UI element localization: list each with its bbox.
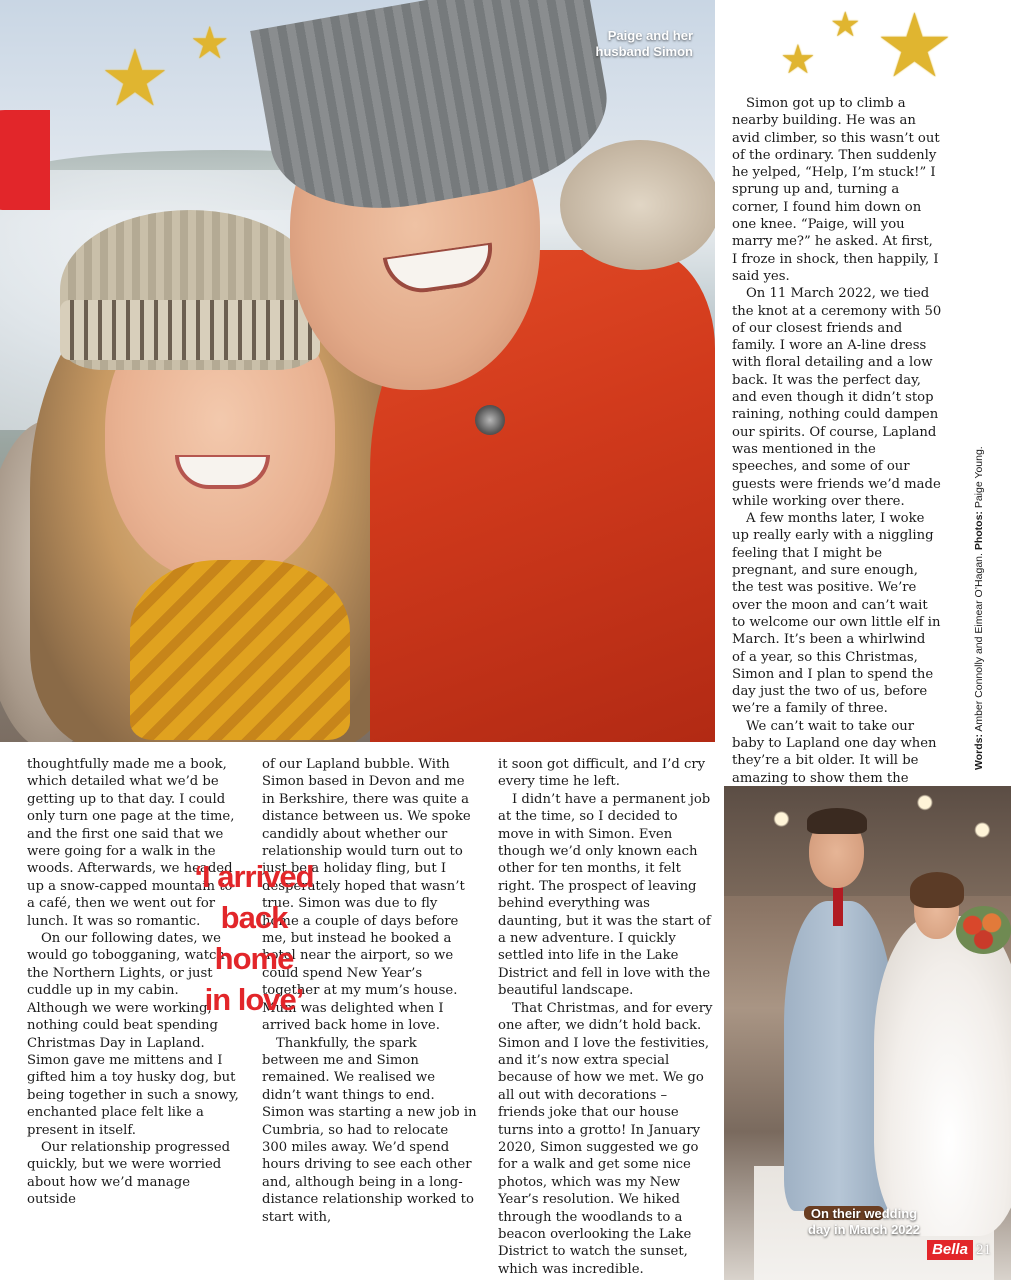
- credits-words-label: Words:: [973, 734, 985, 770]
- credits-photos-label: Photos:: [973, 511, 985, 551]
- pull-quote: [180, 856, 328, 1020]
- hero-caption: [563, 28, 693, 60]
- paragraph: On our following dates, we would go tobogganing, watch the Northern Lights, or just cuddle up in my cabin. Although we were working, nothing could beat spending Christmas Day in Lapland. Simon gave me mittens and I gifted him a toy husky dog, but being together in such a snowy, enchanted place felt like a present in itself.: [27, 931, 239, 1138]
- credits: [968, 446, 990, 770]
- headline-letter-fragment: [0, 110, 50, 210]
- wedding-caption-line2: day in March 2022: [808, 1222, 920, 1237]
- paragraph: We can’t wait to take our baby to Lapland one day when they’re a bit older. It will be amazing to show them the: [732, 718, 937, 786]
- article-column-3: [498, 756, 713, 1278]
- pull-quote-line1: ‘I arrived: [194, 859, 314, 894]
- bride-dress: [874, 916, 1011, 1236]
- paragraph: Thankfully, the spark between me and Simon remained. We realised we didn’t want things to end. Simon was starting a new job in Cumbria, so had to relocate 300 miles away. We’d spend hours driving to see each other and, although being in a long-distance relationship worked to start with,: [262, 1035, 477, 1225]
- magazine-brand-logo: Bella: [927, 1240, 973, 1260]
- gold-star-icon: ★: [190, 18, 230, 69]
- credits-photos-text: Paige Young.: [973, 446, 985, 512]
- paragraph: Our relationship progressed quickly, but we were worried about how we’d manage outside: [27, 1139, 231, 1208]
- gold-star-icon: ★: [780, 37, 816, 83]
- wedding-caption-line1: On their wedding: [810, 1206, 918, 1221]
- groom-hair: [807, 808, 867, 834]
- gold-star-icon: ★: [875, 0, 954, 97]
- gold-star-icon: ★: [830, 5, 861, 45]
- paragraph: Simon got up to climb a nearby building. He was an avid climber, so this wasn’t out of the ordinary. Then suddenly he yelped, “Help, I’m stuck!” I sprung up and, turning a corner, I found him down on one knee. “Paige, will you marry me?” he asked. At first, I froze in shock, then happily, I said yes.: [732, 96, 940, 284]
- credits-words-text: Amber Connolly and Eimear O’Hagan.: [973, 550, 985, 735]
- woman-scarf: [130, 560, 350, 740]
- woman-hat-band: [60, 300, 320, 360]
- bouquet: [956, 906, 1011, 954]
- pull-quote-line3: in love’: [204, 982, 304, 1017]
- paragraph: I didn’t have a permanent job at the time, so I decided to move in with Simon. Even though we’d only known each other for ten months, it felt right. The prospect of leaving behind everything was daunting, but it was the start of a new adventure. I quickly settled into life in the Lake District and fell in love with the beautiful landscape.: [498, 791, 711, 999]
- hero-caption-line2: husband Simon: [595, 44, 693, 59]
- groom-tie: [833, 886, 843, 926]
- page-number: 21: [976, 1242, 991, 1258]
- pull-quote-line2: back home: [214, 900, 294, 976]
- jacket-button: [475, 405, 505, 435]
- paragraph: it soon got difficult, and I’d cry every time he left.: [498, 757, 706, 790]
- paragraph-text: thoughtfully made me a book, which detailed what we’d be getting up to that day. I could only turn one page at the time, and the first one said that we were going for a walk in the woods. Afterwards, we headed up a snow-capped mountain to a café, then we went out for lunch. It was so romantic.: [27, 757, 235, 929]
- credits-text: [968, 446, 990, 770]
- hero-caption-line1: Paige and her: [607, 28, 693, 43]
- wedding-photo: [724, 786, 1011, 1280]
- paragraph: of our Lapland bubble. With Simon based in Devon and me in Berkshire, there was quite a distance between us. We spoke candidly about whether our relationship would turn out to just be a holiday fling, but I desperately hoped that wasn’t true. Simon was due to fly home a couple of days before me, but instead he booked a hotel near the airport, so we could spend New Year’s together at my mum’s house. Mum was delighted when I arrived back home in love.: [262, 757, 471, 1034]
- wedding-caption: [790, 1206, 938, 1238]
- paragraph: On 11 March 2022, we tied the knot at a ceremony with 50 of our closest friends and family. I wore an A-line dress with floral detailing and a low back. It was the perfect day, and even though it didn’t stop raining, nothing could dampen our spirits. Of course, Lapland was mentioned in the speeches, and some of our guests were friends we’d made while working over there.: [732, 286, 942, 509]
- man-fur-collar: [560, 140, 715, 270]
- venue-ceiling-lights: [724, 786, 1011, 896]
- paragraph: That Christmas, and for every one after, we didn’t hold back. Simon and I love the festivities, and it’s now extra special because of how we met. We go all out with decorations – friends joke that our house turns into a grotto! In January 2020, Simon suggested we go for a walk and get some nice photos, which was my New Year’s resolution. We hiked through the woodlands to a beacon overlooking the Lake District to watch the sunset, which was incredible.: [498, 1000, 713, 1277]
- gold-star-icon: ★: [100, 34, 170, 124]
- paragraph: A few months later, I woke up really early with a niggling feeling that I might be pregnant, and sure enough, the test was positive. We’re over the moon and can’t wait to welcome our own little elf in March. It’s been a whirlwind of a year, so this Christmas, Simon and I plan to spend the day just the two of us, before we’re a family of three.: [732, 511, 941, 717]
- article-right-column: [732, 95, 942, 839]
- bride-hair: [910, 872, 964, 908]
